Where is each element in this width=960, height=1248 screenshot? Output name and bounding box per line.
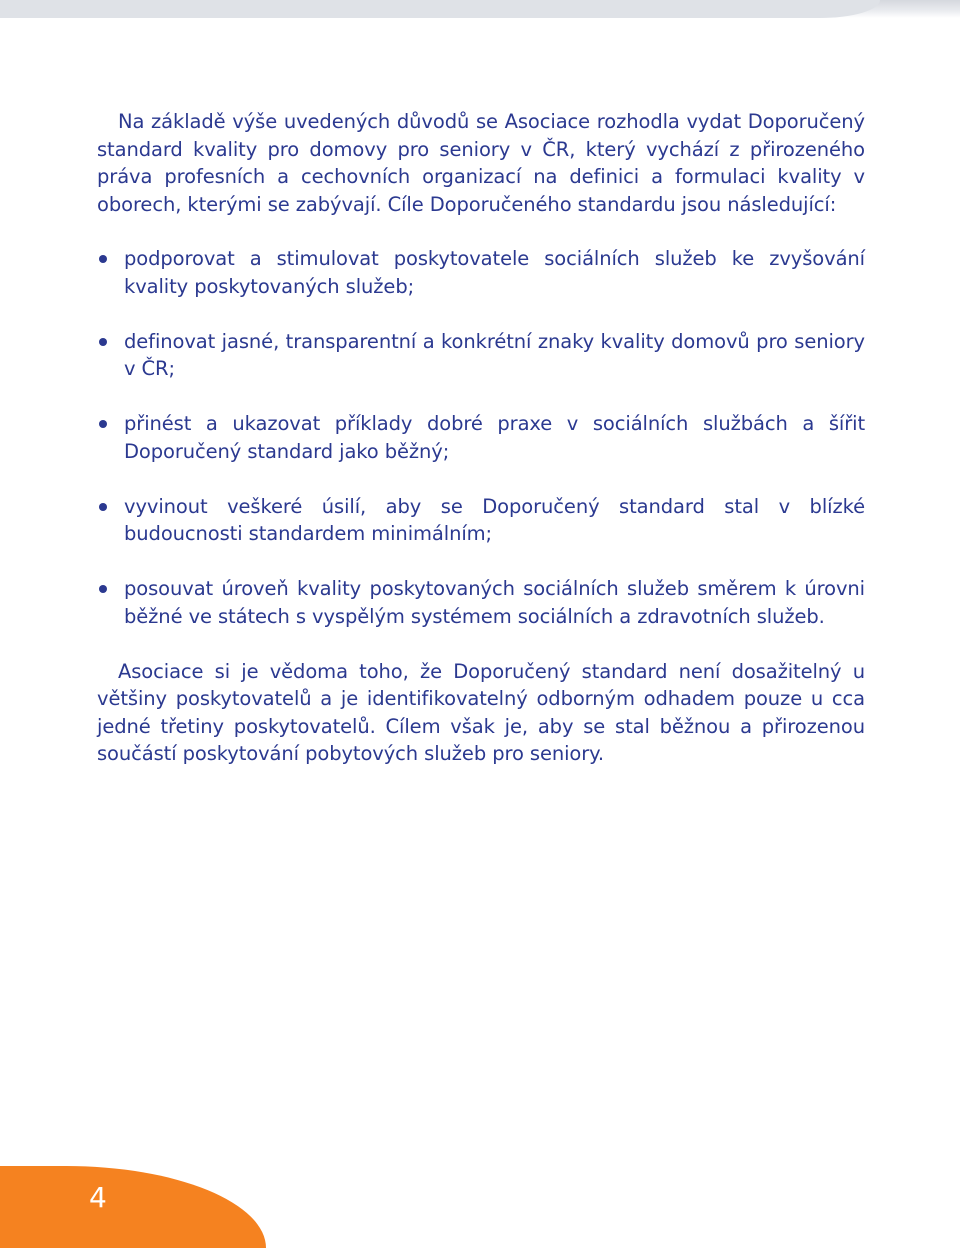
list-item-text: podporovat a stimulovat poskytovatele sociálních služeb ke zvyšování kvality poskytovaných služeb; [124, 247, 865, 298]
goals-list [97, 245, 865, 630]
bullet-icon [99, 585, 107, 593]
list-item [97, 245, 865, 300]
footer-accent-shape [0, 1166, 266, 1248]
list-item [97, 575, 865, 630]
page-number: 4 [89, 1181, 107, 1214]
list-item [97, 328, 865, 383]
intro-paragraph: Na základě výše uvedených důvodů se Asociace rozhodla vydat Doporučený standard kvality pro domovy pro seniory v ČR, který vychází z přirozeného práva profesních a cechovních organizací na definici a formulaci kvality v oborech, kterými se zabývají. Cíle Doporučeného standardu jsou následující: [97, 110, 865, 216]
top-decorative-band [0, 0, 960, 18]
list-item-text: definovat jasné, transparentní a konkrétní znaky kvality domovů pro seniory v ČR; [124, 329, 865, 380]
bullet-icon [99, 420, 107, 428]
bullet-icon [99, 503, 107, 511]
list-item [97, 410, 865, 465]
bullet-icon [99, 338, 107, 346]
list-item-text: přinést a ukazovat příklady dobré praxe v sociálních službách a šířit Doporučený standard jako běžný; [124, 412, 865, 463]
page-content [97, 108, 865, 768]
bullet-icon [99, 255, 107, 263]
list-item-text: posouvat úroveň kvality poskytovaných sociálních služeb směrem k úrovni běžné ve státech s vyspělým systémem sociálních a zdravotních služeb. [124, 577, 865, 628]
list-item-text: vyvinout veškeré úsilí, aby se Doporučený standard stal v blízké budoucnosti standardem minimálním; [124, 494, 865, 545]
closing-paragraph: Asociace si je vědoma toho, že Doporučený standard není dosažitelný u většiny poskytovatelů a je identifikovatelný odborným odhadem pouze u cca jedné třetiny poskytovatelů. Cílem však je, aby se stal běžnou a přirozenou součástí poskytování pobytových služeb pro seniory. [97, 659, 865, 765]
list-item [97, 493, 865, 548]
